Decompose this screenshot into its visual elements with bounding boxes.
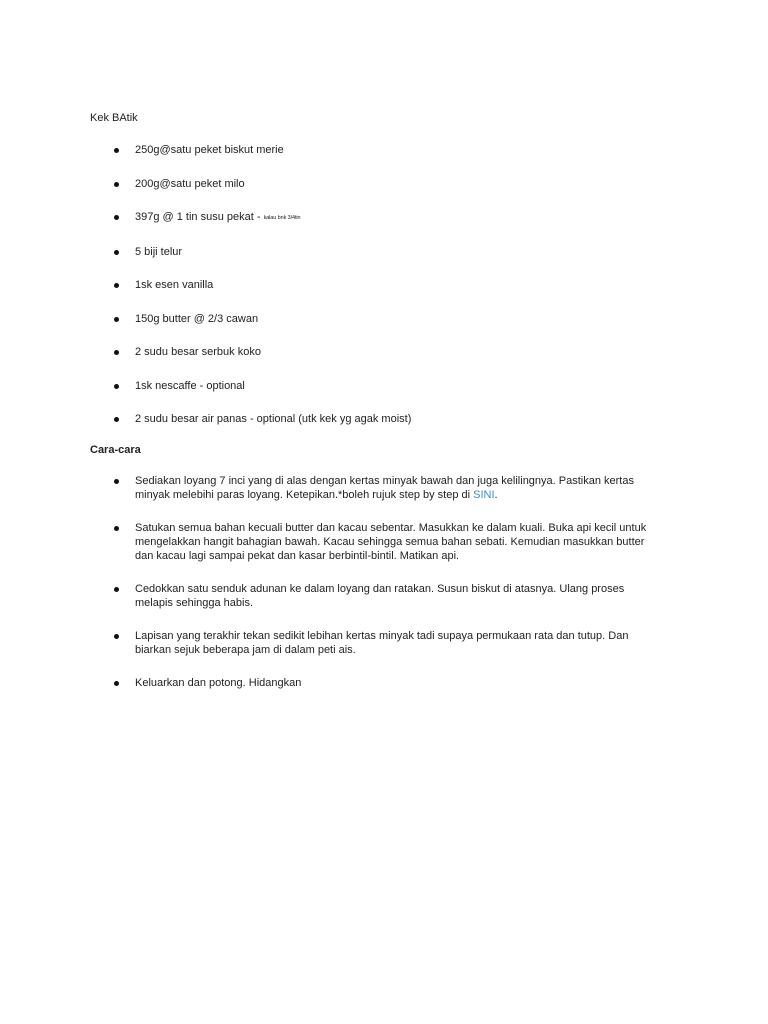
step-item: [0, 582, 665, 610]
ingredient-item: [0, 312, 665, 326]
bullet-icon: [114, 250, 119, 255]
bullet-icon: [114, 384, 119, 389]
ingredient-text: 2 sudu besar serbuk koko: [135, 346, 261, 358]
bullet-icon: [114, 417, 119, 422]
bullet-icon: [114, 148, 119, 153]
step-text: Keluarkan dan potong. Hidangkan: [135, 677, 302, 689]
ingredient-item: [0, 177, 665, 191]
ingredient-list: [0, 143, 768, 446]
ingredient-item: [0, 278, 665, 292]
bullet-icon: [114, 317, 119, 322]
sini-link[interactable]: SINI: [473, 489, 495, 501]
step-text-end: .: [494, 489, 498, 501]
ingredient-text: 1sk nescaffe - optional: [135, 379, 245, 392]
ingredient-item: [0, 412, 665, 426]
step-item: [0, 521, 665, 563]
ingredient-text: 200g@satu peket milo: [135, 177, 245, 190]
ingredient-item: [0, 379, 665, 393]
bullet-icon: [114, 215, 119, 220]
ingredient-item: [0, 143, 665, 157]
ingredient-text: 2 sudu besar air panas - optional (utk kek yg agak moist): [135, 413, 412, 425]
ingredient-text: 5 biji telur: [135, 245, 183, 258]
bullet-icon: [114, 587, 119, 592]
step-list: [0, 474, 768, 709]
bullet-icon: [114, 634, 119, 639]
bullet-icon: [114, 526, 119, 531]
bullet-icon: [114, 182, 119, 187]
section-heading: Cara-cara: [90, 444, 141, 456]
ingredient-item: [0, 210, 665, 225]
ingredient-text: 397g @ 1 tin susu pekat -: [135, 211, 264, 223]
bullet-icon: [114, 479, 119, 484]
ingredient-text: 250g@satu peket biskut merie: [135, 144, 284, 156]
document-title: Kek BAtik: [90, 112, 138, 124]
step-item: [0, 676, 665, 690]
ingredient-text: 150g butter @ 2/3 cawan: [135, 312, 259, 325]
step-text: Lapisan yang terakhir tekan sedikit lebihan kertas minyak tadi supaya permukaan rata dan tutup. Dan biarkan sejuk beberapa jam di dalam peti ais.: [135, 630, 629, 656]
ingredient-note: kalau bnk 3/4tin: [263, 215, 301, 221]
step-text: Sediakan loyang 7 inci yang di alas dengan kertas minyak bawah dan juga kelilingnya. Pastikan kertas minyak melebihi paras loyang. Ketepikan.*boleh rujuk step by step di: [135, 475, 634, 501]
step-text: Cedokkan satu senduk adunan ke dalam loyang dan ratakan. Susun biskut di atasnya. Ulang proses melapis sehingga habis.: [135, 583, 625, 609]
bullet-icon: [114, 350, 119, 355]
bullet-icon: [114, 283, 119, 288]
step-text: Satukan semua bahan kecuali butter dan kacau sebentar. Masukkan ke dalam kuali. Buka api kecil untuk mengelakkan hangit bahagian bawah. Kacau sehingga semua bahan sebati. Kemudian masukkan butter dan kacau lagi sampai pekat dan kasar berbintil-bintil. Matikan api.: [135, 522, 647, 562]
ingredient-item: [0, 345, 665, 359]
bullet-icon: [114, 681, 119, 686]
step-item: [0, 474, 665, 502]
ingredient-text: 1sk esen vanilla: [135, 279, 214, 291]
ingredient-item: [0, 245, 665, 259]
step-item: [0, 629, 665, 657]
